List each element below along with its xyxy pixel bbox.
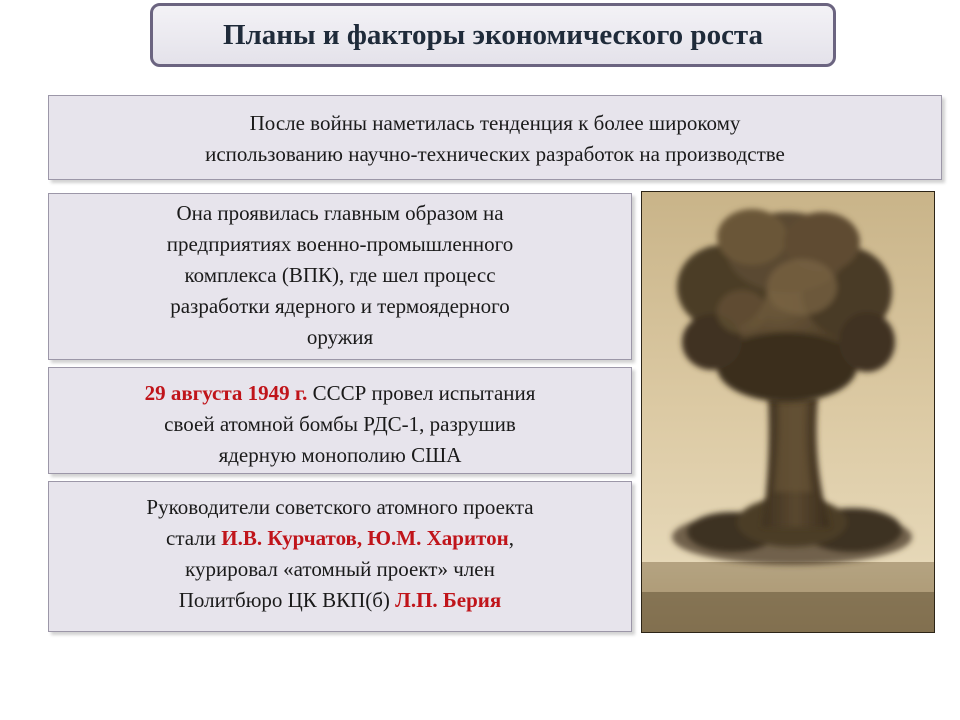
text-line: После войны наметилась тенденция к более широкому xyxy=(249,111,741,135)
text-line xyxy=(89,523,591,554)
beria-name: Л.П. Берия xyxy=(395,588,502,612)
text-line: Она проявилась главным образом на xyxy=(176,201,504,225)
text-block-vpk xyxy=(48,193,632,360)
text-fragment: Политбюро ЦК ВКП(б) xyxy=(178,588,396,612)
text-fragment: стали xyxy=(166,526,222,550)
text-line: Руководители советского атомного проекта xyxy=(146,495,534,519)
leader-names: И.В. Курчатов, Ю.М. Харитон xyxy=(221,526,509,550)
text-line: оружия xyxy=(306,325,374,349)
text-line: курировал «атомный проект» член xyxy=(185,557,495,581)
text-line xyxy=(79,378,601,409)
text-block-bomb-test xyxy=(48,367,632,474)
text-line: разработки ядерного и термоядерного xyxy=(170,294,510,318)
mushroom-cloud-photo xyxy=(641,191,935,633)
text-line: ядерную монополию США xyxy=(218,443,462,467)
test-date: 29 августа 1949 г. xyxy=(144,381,308,405)
text-line: комплекса (ВПК), где шел процесс xyxy=(184,263,496,287)
text-line: предприятиях военно-промышленного xyxy=(166,232,514,256)
page-title: Планы и факторы экономического роста xyxy=(150,3,836,67)
text-line: своей атомной бомбы РДС-1, разрушив xyxy=(164,412,516,436)
text-block-project-leaders xyxy=(48,481,632,632)
text-line: использованию научно-технических разработок на производстве xyxy=(205,142,785,166)
text-fragment: , xyxy=(508,526,514,550)
text-line xyxy=(89,585,591,616)
text-fragment: СССР провел испытания xyxy=(307,381,536,405)
text-block-postwar-trend xyxy=(48,95,942,180)
